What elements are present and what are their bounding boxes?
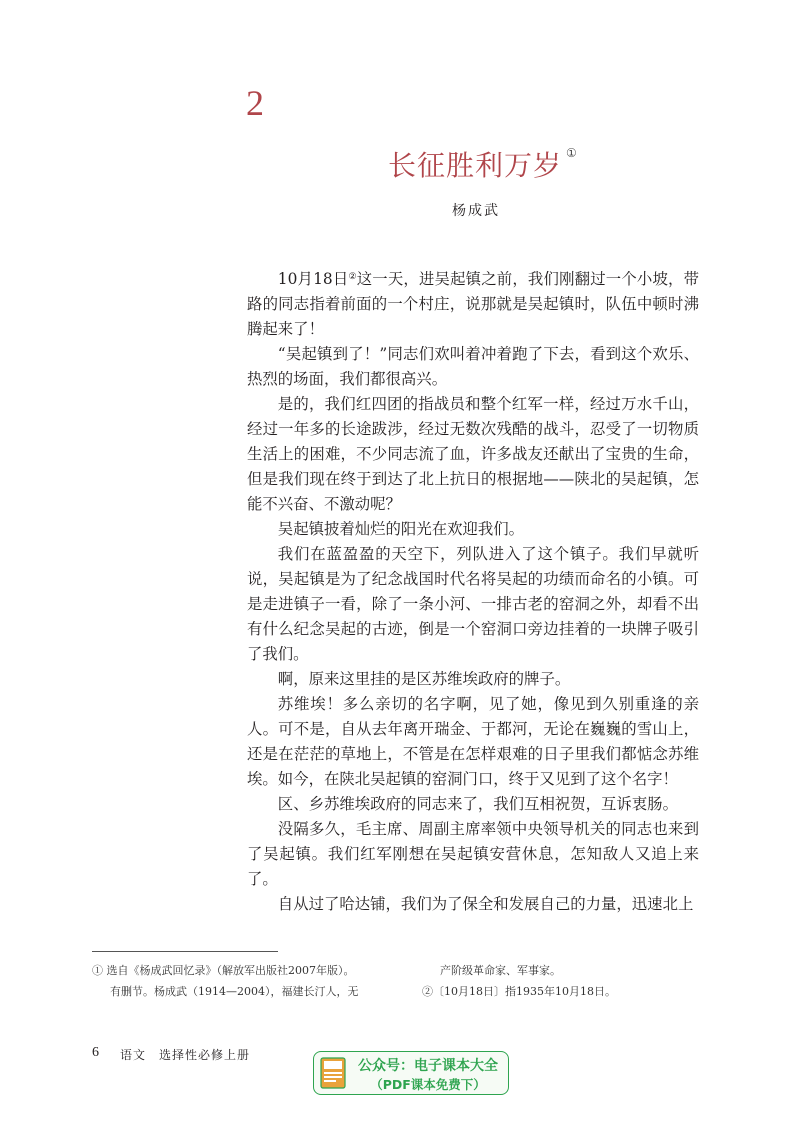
article-body (247, 267, 699, 917)
footnote-divider (92, 951, 278, 952)
footnote-1-line-1: ① 选自《杨成武回忆录》（解放军出版社2007年版）。 (92, 964, 355, 977)
paragraph: 啊，原来这里挂的是区苏维埃政府的牌子。 (277, 670, 571, 688)
date-text: 10月18日 (277, 270, 349, 288)
footnote-marker-1: ① (566, 146, 578, 160)
paragraph: 是的，我们红四团的指战员和整个红军一样，经过万水千山，经过一年多的长途跋涉，经过无数次残酷的战斗，忍受了一切物质生活上的困难，不少同志流了血，许多战友还献出了宝贵的生命，但是我们现在终于到达了北上抗日的根据地——陕北的吴起镇，怎能不兴奋、不激动呢？ (247, 395, 699, 513)
lesson-number: 2 (246, 83, 264, 123)
paragraph-text: 这一天，进吴起镇之前，我们刚翻过一个小坡，带路的同志指着前面的一个村庄，说那就是吴起镇时，队伍中顿时沸腾起来了！ (247, 270, 699, 338)
paragraph: 吴起镇披着灿烂的阳光在欢迎我们。 (277, 520, 525, 538)
footnote-column-right (422, 960, 722, 1002)
book-title: 语文 选择性必修上册 (120, 1048, 251, 1062)
lesson-title-text: 长征胜利万岁 (388, 149, 563, 182)
textbook-icon (320, 1057, 346, 1089)
paragraph: 区、乡苏维埃政府的同志来了，我们互相祝贺，互诉衷肠。 (277, 795, 678, 813)
footnote-1-line-2: 有删节。杨成武（1914—2004），福建长汀人，无 (110, 985, 359, 998)
paragraph: 没隔多久，毛主席、周副主席率领中央领导机关的同志也来到了吴起镇。我们红军刚想在吴起镇安营休息，怎知敌人又追上来了。 (247, 820, 699, 888)
footnote-marker-2: ② (348, 272, 357, 282)
lesson-title (388, 144, 578, 184)
watermark-line-2: （PDF课本免费下） (370, 1077, 486, 1092)
author: 杨成武 (452, 203, 500, 219)
paragraph: 我们在蓝盈盈的天空下，列队进入了这个镇子。我们早就听说，吴起镇是为了纪念战国时代名将吴起的功绩而命名的小镇。可是走进镇子一看，除了一条小河、一排古老的窑洞之外，却看不出有什么纪念吴起的古迹，倒是一个窑洞口旁边挂着的一块牌子吸引了我们。 (247, 545, 699, 663)
footnote-column-left (92, 960, 412, 1002)
watermark-line-1: 公众号：电子课本大全 (358, 1058, 498, 1074)
paragraph: “吴起镇到了！”同志们欢叫着冲着跑了下去，看到这个欢乐、热烈的场面，我们都很高兴。 (247, 345, 699, 388)
paragraph: 苏维埃！多么亲切的名字啊，见了她，像见到久别重逢的亲人。可不是，自从去年离开瑞金、于都河，无论在巍巍的雪山上，还是在茫茫的草地上，不管是在怎样艰难的日子里我们都惦念苏维埃。如今，在陕北吴起镇的窑洞门口，终于又见到了这个名字！ (247, 695, 699, 788)
footnote-2: ②〔10月18日〕指1935年10月18日。 (422, 985, 616, 998)
paragraph: 自从过了哈达铺，我们为了保全和发展自己的力量，迅速北上 (277, 895, 694, 913)
watermark-stamp (313, 1051, 509, 1095)
page-number: 6 (92, 1045, 99, 1060)
footnote-1-line-3: 产阶级革命家、军事家。 (440, 964, 561, 977)
paragraph (247, 267, 699, 342)
